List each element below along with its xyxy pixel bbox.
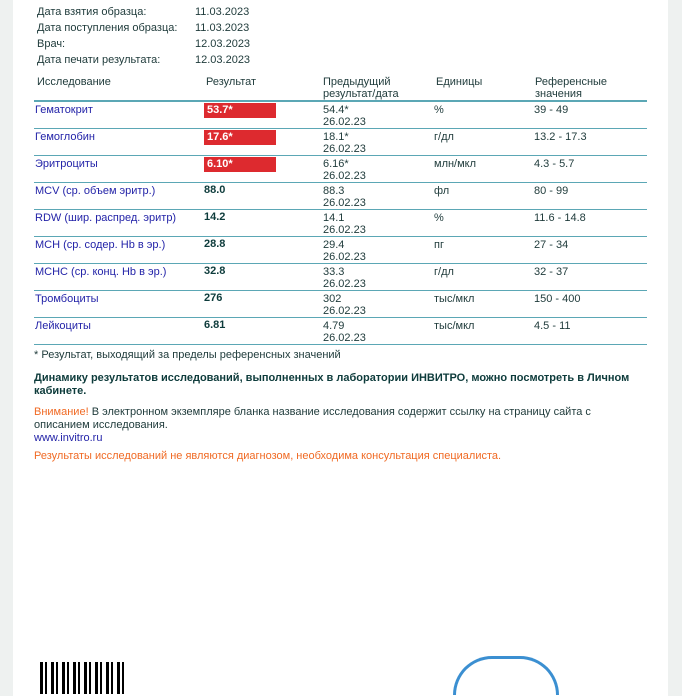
unit: % [434,212,444,224]
test-name-link[interactable]: MCV (ср. объем эритр.) [35,185,156,197]
previous-value: 6.16* [323,158,349,170]
row-divider [34,209,647,210]
header-test: Исследование [37,76,111,88]
previous-result [323,158,366,182]
row-divider [34,236,647,237]
meta-label: Врач: [37,38,66,50]
row-divider [34,290,647,291]
test-name-link[interactable]: RDW (шир. распред. эритр) [35,212,177,224]
qr-code [40,662,124,694]
previous-value: 14.1 [323,212,345,224]
meta-value: 12.03.2023 [195,54,251,66]
meta-value: 11.03.2023 [195,22,250,34]
unit: г/дл [434,266,454,278]
attention-note [34,406,649,432]
result-value: 88.0 [204,184,226,196]
meta-label: Дата поступления образца: [37,22,178,34]
test-name-link[interactable]: MCHC (ср. конц. Hb в эр.) [35,266,167,278]
header-rule [34,100,647,102]
reference-range: 4.5 - 11 [534,320,571,332]
attention-label: Внимание! [34,406,89,418]
result-sheet [13,0,668,696]
meta-label: Дата взятия образца: [37,6,147,18]
row-divider [34,317,647,318]
test-name-link[interactable]: MCH (ср. содер. Hb в эр.) [35,239,166,251]
test-name-link[interactable]: Гематокрит [35,104,93,116]
previous-date: 26.02.23 [323,116,366,128]
reference-range: 27 - 34 [534,239,569,251]
reference-range: 13.2 - 17.3 [534,131,587,143]
previous-result [323,131,366,155]
previous-value: 302 [323,293,342,305]
header-units: Единицы [436,76,483,88]
row-divider [34,344,647,345]
row-divider [34,128,647,129]
unit: фл [434,185,450,197]
unit: пг [434,239,444,251]
unit: г/дл [434,131,454,143]
header-previous: Предыдущий результат/дата [323,76,399,100]
test-name-link[interactable]: Тромбоциты [35,293,99,305]
seal-stamp [453,656,559,695]
previous-result [323,266,366,290]
website-link[interactable]: www.invitro.ru [34,432,103,444]
previous-date: 26.02.23 [323,305,366,317]
previous-value: 88.3 [323,185,345,197]
result-value: 6.81 [204,319,226,331]
row-divider [34,182,647,183]
previous-value: 29.4 [323,239,345,251]
test-name-link[interactable]: Эритроциты [35,158,98,170]
previous-date: 26.02.23 [323,224,366,236]
unit: тыс/мкл [434,293,475,305]
previous-date: 26.02.23 [323,170,366,182]
footnote: * Результат, выходящий за пределы референсных значений [34,349,341,361]
meta-label: Дата печати результата: [37,54,161,66]
reference-range: 32 - 37 [534,266,569,278]
result-value: 276 [204,292,223,304]
meta-value: 11.03.2023 [195,6,250,18]
previous-value: 4.79 [323,320,345,332]
result-value: 53.7* [204,103,276,118]
meta-value: 12.03.2023 [195,38,251,50]
test-name-link[interactable]: Лейкоциты [35,320,91,332]
previous-result [323,185,366,209]
result-value: 6.10* [204,157,276,172]
previous-date: 26.02.23 [323,143,366,155]
attention-text: В электронном экземпляре бланка название исследования содержит ссылку на страницу сайта с описанием исследования. [34,406,591,431]
reference-range: 80 - 99 [534,185,569,197]
test-name-link[interactable]: Гемоглобин [35,131,95,143]
result-value: 17.6* [204,130,276,145]
previous-value: 54.4* [323,104,349,116]
previous-date: 26.02.23 [323,278,366,290]
reference-range: 150 - 400 [534,293,581,305]
reference-range: 39 - 49 [534,104,569,116]
previous-result [323,104,366,128]
previous-value: 18.1* [323,131,349,143]
row-divider [34,263,647,264]
previous-result [323,320,366,344]
row-divider [34,155,647,156]
previous-date: 26.02.23 [323,251,366,263]
unit: тыс/мкл [434,320,475,332]
result-value: 32.8 [204,265,226,277]
header-reference: Референсные значения [535,76,608,100]
disclaimer: Результаты исследований не являются диагнозом, необходима консультация специалиста. [34,450,502,462]
reference-range: 11.6 - 14.8 [534,212,586,224]
previous-result [323,293,366,317]
dynamics-note: Динамику результатов исследований, выполненных в лаборатории ИНВИТРО, можно посмотреть в Личном кабинете. [34,372,630,397]
result-value: 14.2 [204,211,226,223]
result-value: 28.8 [204,238,226,250]
unit: млн/мкл [434,158,477,170]
previous-date: 26.02.23 [323,332,366,344]
previous-result [323,212,366,236]
previous-result [323,239,366,263]
previous-date: 26.02.23 [323,197,366,209]
unit: % [434,104,444,116]
notes [34,349,649,463]
reference-range: 4.3 - 5.7 [534,158,575,170]
previous-value: 33.3 [323,266,345,278]
header-result: Результат [206,76,257,88]
